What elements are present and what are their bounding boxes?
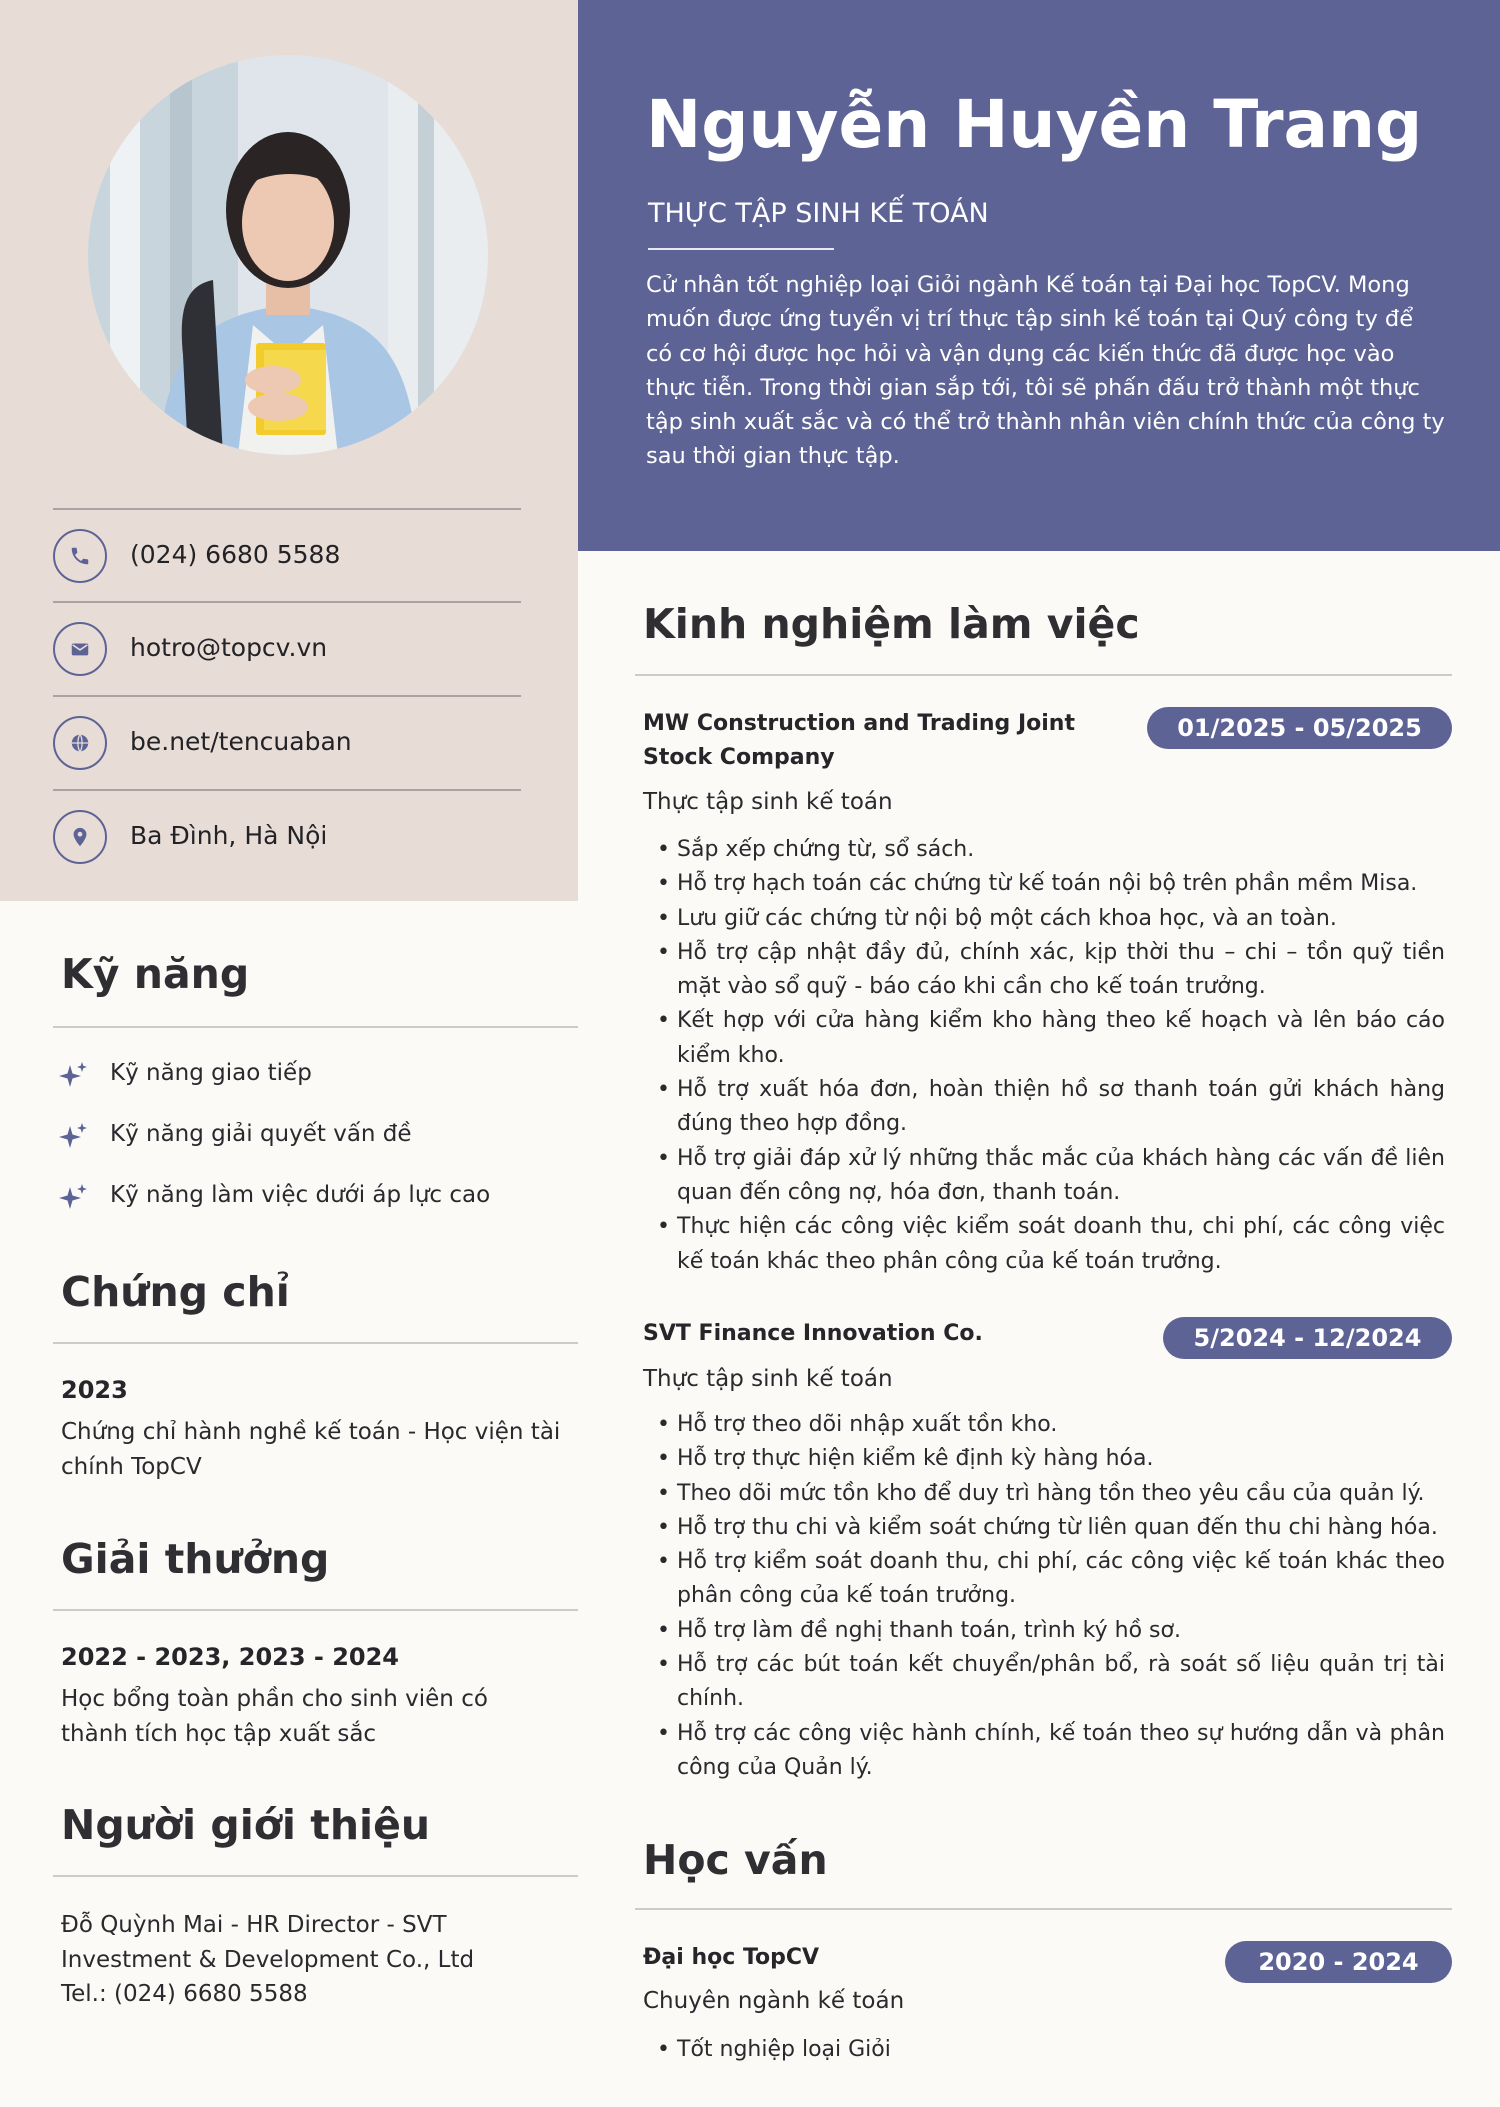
sparkle-icon — [58, 1183, 88, 1213]
contact-divider — [53, 508, 521, 510]
duty-item: • Hỗ trợ thu chi và kiểm soát chứng từ liên quan đến thu chi hàng hóa. — [657, 1511, 1445, 1545]
website-link[interactable]: be.net/tencuaban — [130, 727, 352, 756]
school-name: Đại học TopCV — [643, 1945, 820, 1970]
contact-divider — [53, 789, 521, 791]
sparkle-icon — [58, 1061, 88, 1091]
education-heading: Học vấn — [643, 1836, 828, 1884]
sparkle-icon — [58, 1122, 88, 1152]
job-duties-list — [657, 1408, 1445, 1785]
duty-item: • Theo dõi mức tồn kho để duy trì hàng tồn theo yêu cầu của quản lý. — [657, 1477, 1445, 1511]
email-address[interactable]: hotro@topcv.vn — [130, 633, 328, 662]
awards-divider — [53, 1609, 578, 1611]
duty-item: • Lưu giữ các chứng từ nội bộ một cách khoa học, và an toàn. — [657, 902, 1445, 936]
certificate-text: Chứng chỉ hành nghề kế toán - Học viện tài chính TopCV — [61, 1419, 561, 1480]
certificates-heading: Chứng chỉ — [61, 1268, 290, 1316]
experience-divider — [635, 674, 1452, 676]
globe-icon — [53, 716, 107, 770]
job-duties-list — [657, 833, 1445, 1279]
duty-item: • Thực hiện các công việc kiểm soát doanh thu, chi phí, các công việc kế toán khác theo phân công của kế toán trưởng. — [657, 1210, 1445, 1279]
duty-item: • Kết hợp với cửa hàng kiểm kho hàng theo kế hoạch và lên báo cáo kiểm kho. — [657, 1004, 1445, 1073]
education-date-range: 2020 - 2024 — [1225, 1941, 1452, 1983]
award-text: Học bổng toàn phần cho sinh viên có thành tích học tập xuất sắc — [61, 1686, 488, 1747]
phone-icon — [53, 529, 107, 583]
education-major: Chuyên ngành kế toán — [643, 1988, 905, 2014]
job-date-range: 01/2025 - 05/2025 — [1147, 707, 1452, 749]
job-date-range: 5/2024 - 12/2024 — [1163, 1317, 1452, 1359]
career-summary: Cử nhân tốt nghiệp loại Giỏi ngành Kế toán tại Đại học TopCV. Mong muốn được ứng tuyển vị trí thực tập sinh kế toán tại Quý công ty để có cơ hội được học hỏi và vận dụng các kiến thức đã được học vào thực tiễn. Trong thời gian sắp tới, tôi sẽ phấn đấu trở thành một thực tập sinh xuất sắc và có thể trở thành nhân viên chính thức của công ty sau thời gian thực tập. — [646, 272, 1445, 470]
company-name: MW Construction and Trading Joint Stock Company — [643, 711, 1075, 770]
skill-item: Kỹ năng giao tiếp — [110, 1060, 312, 1086]
job-title: Thực tập sinh kế toán — [643, 789, 893, 815]
experience-heading: Kinh nghiệm làm việc — [643, 600, 1140, 648]
role-divider — [648, 248, 834, 250]
address-text: Ba Đình, Hà Nội — [130, 821, 328, 850]
location-pin-icon — [53, 810, 107, 864]
reference-name: Đỗ Quỳnh Mai - HR Director - SVT Investment & Development Co., Ltd — [61, 1912, 475, 1973]
duty-item: • Hỗ trợ theo dõi nhập xuất tồn kho. — [657, 1408, 1445, 1442]
mail-icon — [53, 622, 107, 676]
candidate-role: THỰC TẬP SINH KẾ TOÁN — [648, 198, 989, 229]
duty-item: • Hỗ trợ giải đáp xử lý những thắc mắc của khách hàng các vấn đề liên quan đến công nợ, hóa đơn, thanh toán. — [657, 1142, 1445, 1211]
contact-divider — [53, 601, 521, 603]
certificates-divider — [53, 1342, 578, 1344]
skills-divider — [53, 1026, 578, 1028]
duty-item: • Hỗ trợ kiểm soát doanh thu, chi phí, các công việc kế toán khác theo phân công của kế toán trưởng. — [657, 1545, 1445, 1614]
reference-phone: Tel.: (024) 6680 5588 — [61, 1981, 308, 2007]
reference-contact — [61, 1908, 561, 2012]
profile-photo — [88, 55, 488, 455]
skill-item: Kỹ năng làm việc dưới áp lực cao — [110, 1182, 491, 1208]
duty-item: • Hỗ trợ các công việc hành chính, kế toán theo sự hướng dẫn và phân công của Quản lý. — [657, 1717, 1445, 1786]
duty-item: • Sắp xếp chứng từ, sổ sách. — [657, 833, 1445, 867]
candidate-name: Nguyễn Huyền Trang — [646, 86, 1423, 163]
job-title: Thực tập sinh kế toán — [643, 1366, 893, 1392]
duty-item: • Hỗ trợ xuất hóa đơn, hoàn thiện hồ sơ thanh toán gửi khách hàng đúng theo hợp đồng. — [657, 1073, 1445, 1142]
awards-heading: Giải thưởng — [61, 1535, 330, 1583]
duty-item: • Hỗ trợ các bút toán kết chuyển/phân bổ, rà soát số liệu quản trị tài chính. — [657, 1648, 1445, 1717]
education-divider — [635, 1908, 1452, 1910]
phone-number[interactable]: (024) 6680 5588 — [130, 540, 341, 569]
award-years: 2022 - 2023, 2023 - 2024 — [61, 1643, 400, 1671]
education-notes-list — [657, 2033, 1445, 2067]
certificate-year: 2023 — [61, 1376, 128, 1404]
duty-item: • Hỗ trợ thực hiện kiểm kê định kỳ hàng hóa. — [657, 1442, 1445, 1476]
duty-item: • Hỗ trợ cập nhật đầy đủ, chính xác, kịp thời thu – chi – tồn quỹ tiền mặt vào sổ quỹ - báo cáo khi cần cho kế toán trưởng. — [657, 936, 1445, 1005]
skill-item: Kỹ năng giải quyết vấn đề — [110, 1121, 412, 1147]
duty-item: • Hỗ trợ làm đề nghị thanh toán, trình ký hồ sơ. — [657, 1614, 1445, 1648]
header-panel — [578, 0, 1500, 551]
references-divider — [53, 1875, 578, 1877]
company-name: SVT Finance Innovation Co. — [643, 1321, 983, 1346]
contact-divider — [53, 695, 521, 697]
skills-heading: Kỹ năng — [61, 950, 250, 998]
references-heading: Người giới thiệu — [61, 1801, 431, 1849]
education-note-item: • Tốt nghiệp loại Giỏi — [657, 2033, 1445, 2067]
duty-item: • Hỗ trợ hạch toán các chứng từ kế toán nội bộ trên phần mềm Misa. — [657, 867, 1445, 901]
